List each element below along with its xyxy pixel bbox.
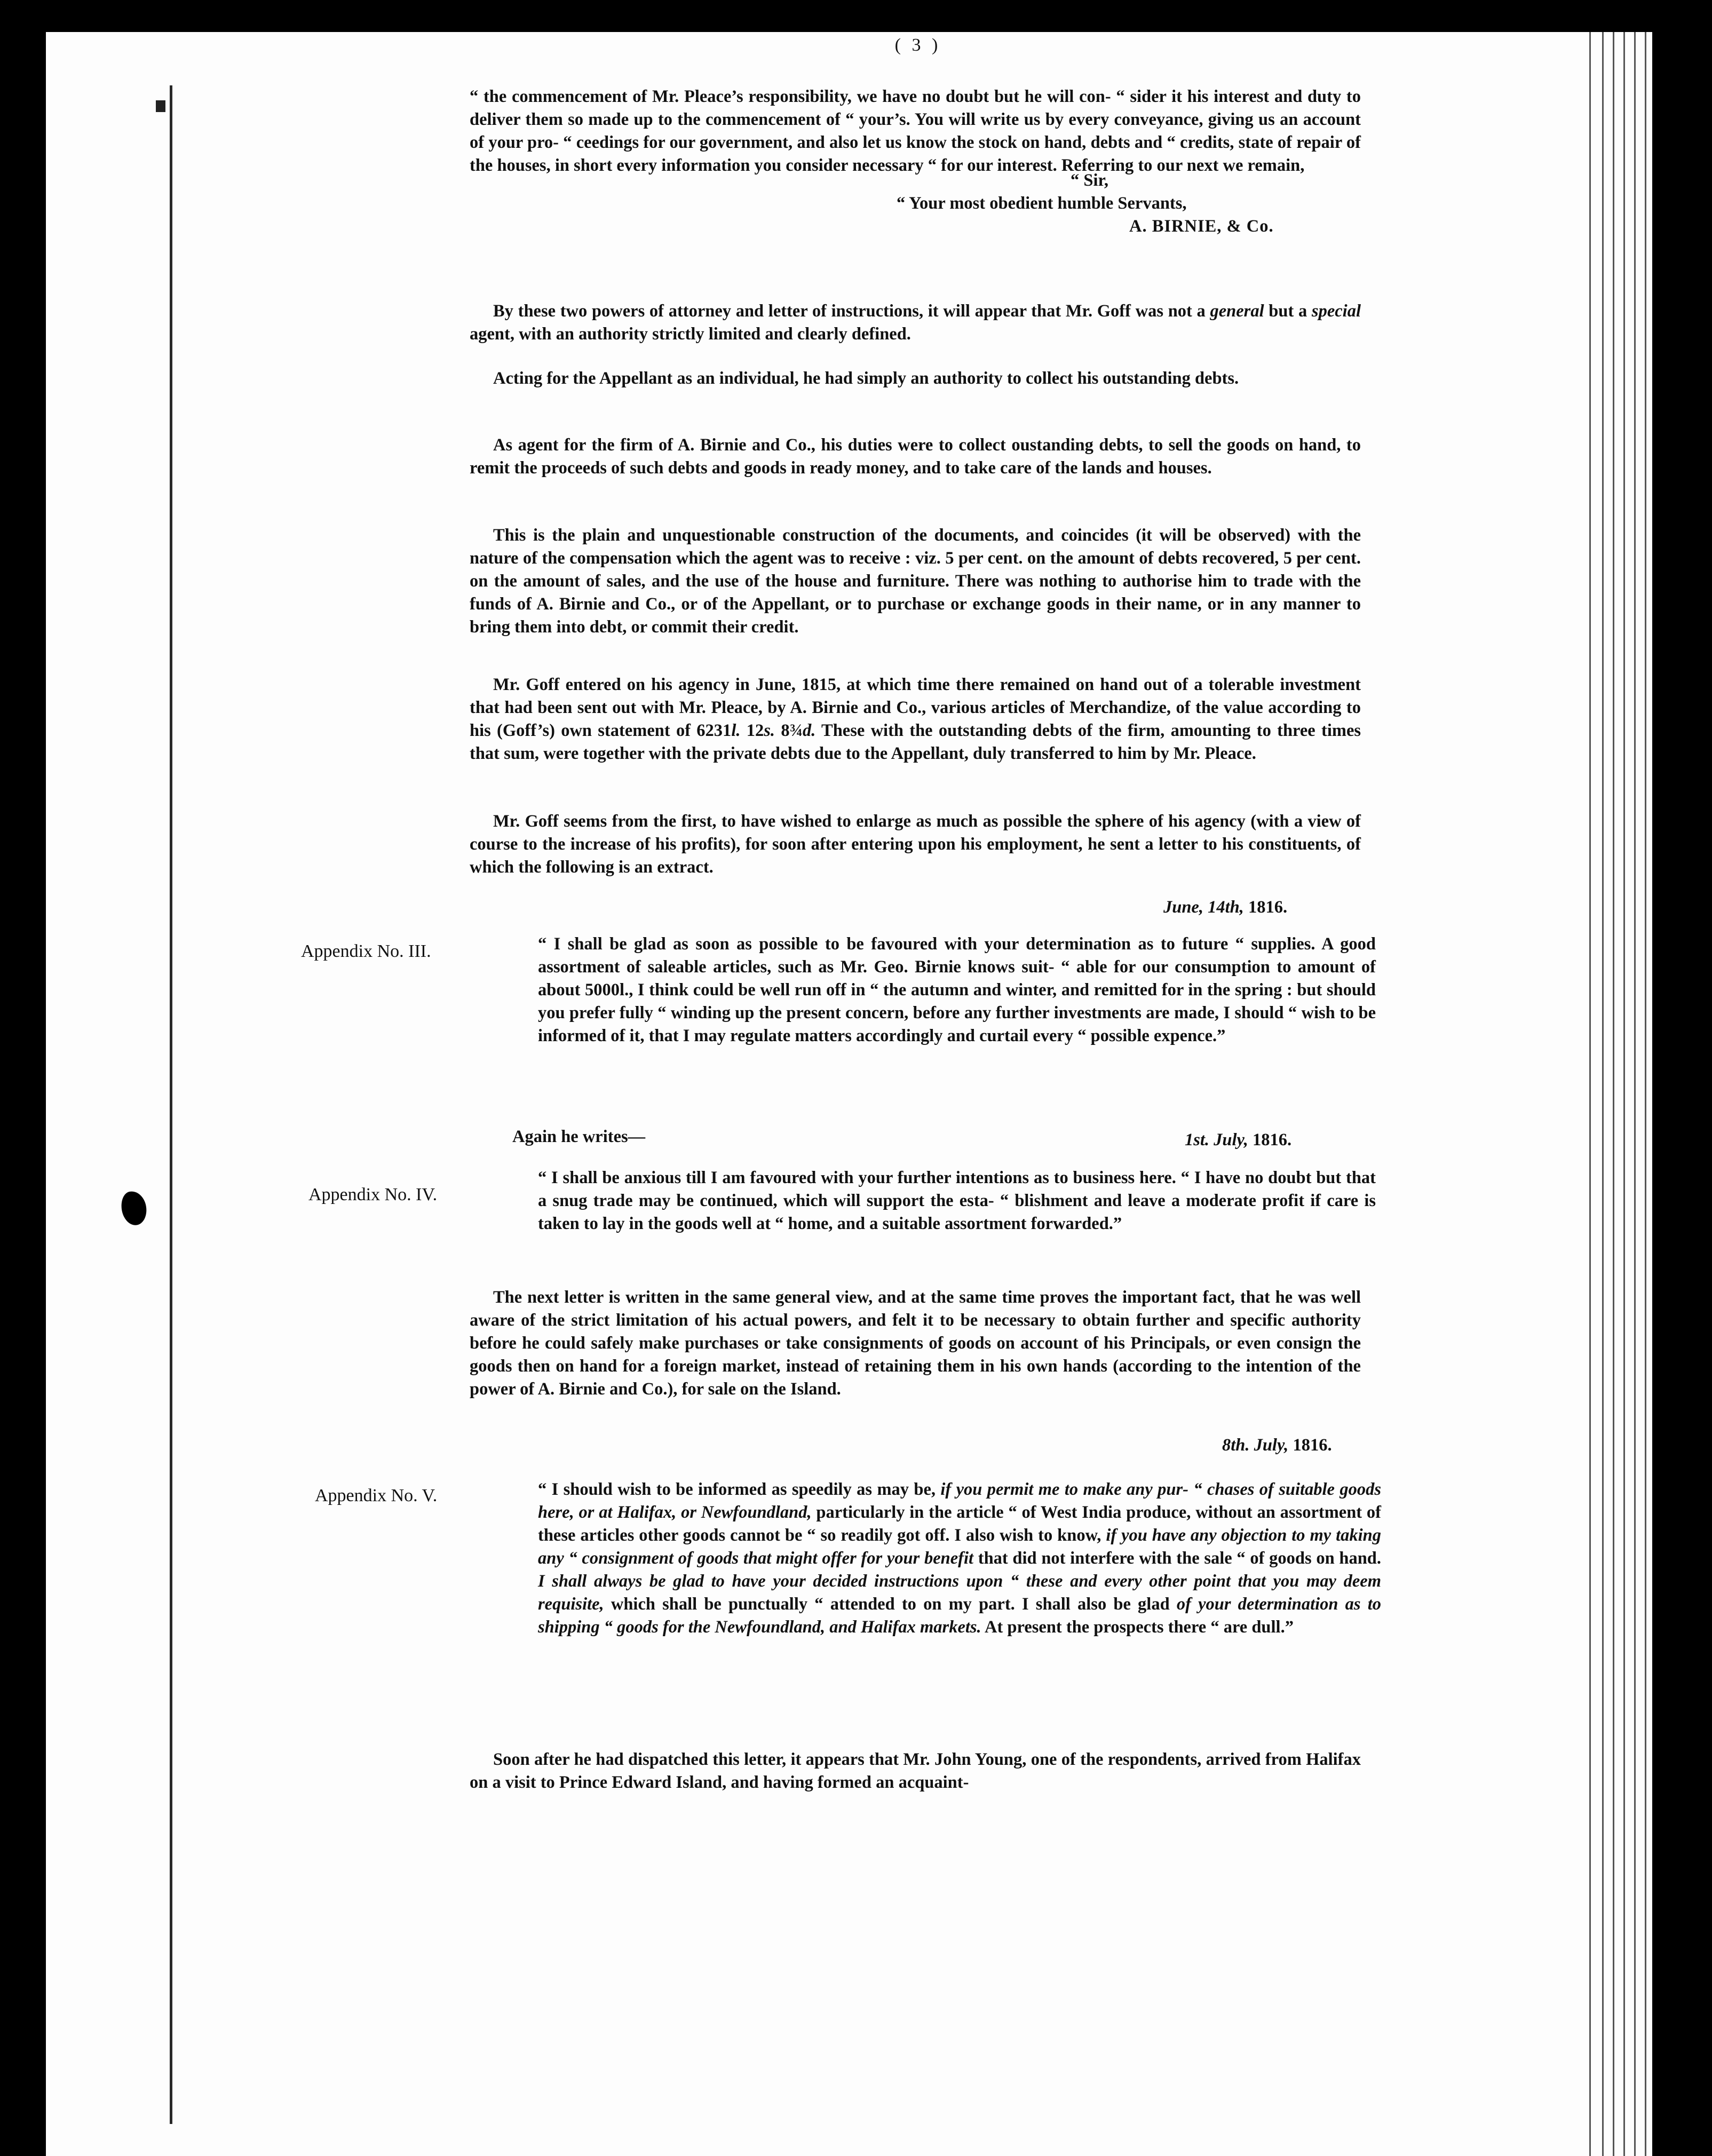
letter-text: that did not interfere with the sale “ of goods on hand. <box>973 1549 1381 1568</box>
letter-emphasis: I shall always be glad to have your decided instructions upon “ these and every other point that you may deem requisite, <box>538 1572 1381 1614</box>
page-edge-line <box>1645 32 1646 2156</box>
unit-pounds: l. <box>731 721 741 740</box>
right-shadow <box>1661 0 1712 2156</box>
paragraph-enlarge: Mr. Goff seems from the first, to have wished to enlarge as much as possible the sphere of his agency (with a view of course to the increase of his profits), for soon after entering upon his employment, he sent a letter to his constituents, of which the following is an extract. <box>470 812 1361 877</box>
paragraph-text: 8¾ <box>775 721 803 740</box>
unit-pence: d. <box>802 721 816 740</box>
appendix-label-5: Appendix No. V. <box>315 1486 438 1505</box>
page-edge-line <box>1613 32 1614 2156</box>
date-year: 1816. <box>1248 1130 1292 1150</box>
paragraph-individual: Acting for the Appellant as an individual, he had simply an authority to collect his outstanding debts. <box>493 369 1239 388</box>
closing: “ Your most obedient humble Servants, <box>897 194 1187 213</box>
emphasis-special: special <box>1311 302 1361 321</box>
page-edge-line <box>1602 32 1604 2156</box>
paragraph-text: agent, with an authority strictly limited and clearly defined. <box>470 324 911 344</box>
page-edge-line <box>1589 32 1591 2156</box>
letter-date-1 <box>1163 898 1287 917</box>
paragraph-text: By these two powers of attorney and letter of instructions, it will appear that Mr. Goff was not a <box>493 302 1210 321</box>
letter-extract-1: “ I shall be glad as soon as possible to be favoured with your determination as to future “ supplies. A good assortment of saleable articles, such as Mr. Geo. Birnie knows suit- “ able for our consumption to amount of about 5000l., I think could be well run off in “ the autumn and winter, and remitted for in the spring : but should you prefer fully “ winding up the present concern, before any further investments are made, I should “ wish to be informed of it, that I may regulate matters accordingly and curtail every “ possible expence.” <box>538 934 1376 1045</box>
emphasis-general: general <box>1210 302 1264 321</box>
page-number: ( 3 ) <box>894 35 941 55</box>
opening-quote: “ the commencement of Mr. Pleace’s responsibility, we have no doubt but he will con- “ sider it his interest and duty to deliver them so made up to the commencement of “ your’s. You will write us by every conveyance, giving us an account of your pro- “ ceedings for our government, and also let us know the stock on hand, debts and “ credits, state of repair of the houses, in short every information you consider necessary “ for our interest. Referring to our next we remain, <box>470 87 1361 175</box>
signer: A. BIRNIE, & Co. <box>1129 217 1274 236</box>
again-heading: Again he writes— <box>512 1127 646 1146</box>
paragraph-agency-start <box>470 673 1361 765</box>
letter-emphasis: of your determination as to shipping “ goods for the Newfoundland, and Halifax markets. <box>538 1595 1381 1637</box>
paragraph-text: These with the outstanding debts of the firm, amounting to three times that sum, were together with the private debts due to the Appellant, duly transferred to him by Mr. Pleace. <box>470 721 1361 763</box>
page-edge-line <box>1634 32 1636 2156</box>
letter-text: which shall be punctually “ attended to on my part. I shall also be glad <box>604 1595 1177 1614</box>
letter-text: “ I should wish to be informed as speedily as may be, <box>538 1480 941 1499</box>
binding-mark <box>156 100 165 112</box>
scanned-page <box>46 32 1652 2156</box>
letter-date-2 <box>1185 1130 1291 1150</box>
paragraph-john-young: Soon after he had dispatched this letter, it appears that Mr. John Young, one of the respondents, arrived from Halifax on a visit to Prince Edward Island, and having formed an acquaint- <box>470 1750 1361 1792</box>
binding-line <box>170 85 172 2124</box>
date-text: June, 14th, <box>1163 898 1244 917</box>
paragraph-agency <box>470 300 1361 346</box>
unit-shillings: s. <box>764 721 775 740</box>
letter-extract-3 <box>538 1478 1381 1639</box>
date-text: 1st. July, <box>1185 1130 1248 1150</box>
date-year: 1816. <box>1243 898 1288 917</box>
letter-emphasis: if you permit me to make any pur- “ chases of suitable goods here, or at Halifax, or Newfoundland, <box>538 1480 1381 1522</box>
letter-emphasis: if you have any objection to my taking any “ consignment of goods that might offer for your benefit <box>538 1526 1381 1568</box>
page-edge-line <box>1623 32 1625 2156</box>
paragraph-text: 12 <box>740 721 764 740</box>
paragraph-next-letter: The next letter is written in the same general view, and at the same time proves the important fact, that he was well aware of the strict limitation of his actual powers, and felt it to be necessary to obtain further and specific authority before he could safely make purchases or take consignments of goods on account of his Principals, or even consign the goods then on hand for a foreign market, instead of retaining them in his own hands (according to the intention of the power of A. Birnie and Co.), for sale on the Island. <box>470 1288 1361 1399</box>
paragraph-text: but a <box>1264 302 1312 321</box>
date-year: 1816. <box>1288 1436 1332 1455</box>
paragraph-text: Mr. Goff entered on his agency in June, 1815, at which time there remained on hand out of a tolerable investment that had been sent out with Mr. Pleace, by A. Birnie and Co., various articles of Merchandize, of the value according to his (Goff’s) own statement of 6231 <box>470 675 1361 740</box>
paragraph-construction: This is the plain and unquestionable construction of the documents, and coincides (it will be observed) with the nature of the compensation which the agent was to receive : viz. 5 per cent. on the amount of debts recovered, 5 per cent. on the amount of sales, and the use of the house and furniture. There was nothing to authorise him to trade with the funds of A. Birnie and Co., or of the Appellant, or to purchase or exchange goods in their name, or in any manner to bring them into debt, or commit their credit. <box>470 526 1361 637</box>
letter-text: At present the prospects there “ are dull.” <box>981 1618 1294 1637</box>
date-text: 8th. July, <box>1222 1436 1289 1455</box>
salutation: “ Sir, <box>1071 171 1109 190</box>
paragraph-firm-duties: As agent for the firm of A. Birnie and Co., his duties were to collect oustanding debts, to sell the goods on hand, to remit the proceeds of such debts and goods in ready money, and to take care of the lands and houses. <box>470 435 1361 478</box>
letter-extract-2: “ I shall be anxious till I am favoured with your further intentions as to business here. “ I have no doubt but that a snug trade may be continued, which will support the esta- “ blishment and leave a moderate profit if care is taken to lay in the goods well at “ home, and a suitable assortment forwarded.” <box>538 1168 1376 1233</box>
letter-text: particularly in the article “ of West India produce, without an assortment of these articles other goods cannot be “ so readily got off. I also wish to know, <box>538 1503 1381 1545</box>
appendix-label-3: Appendix No. III. <box>301 941 431 961</box>
appendix-label-4: Appendix No. IV. <box>308 1185 438 1204</box>
letter-date-3 <box>1222 1436 1332 1455</box>
